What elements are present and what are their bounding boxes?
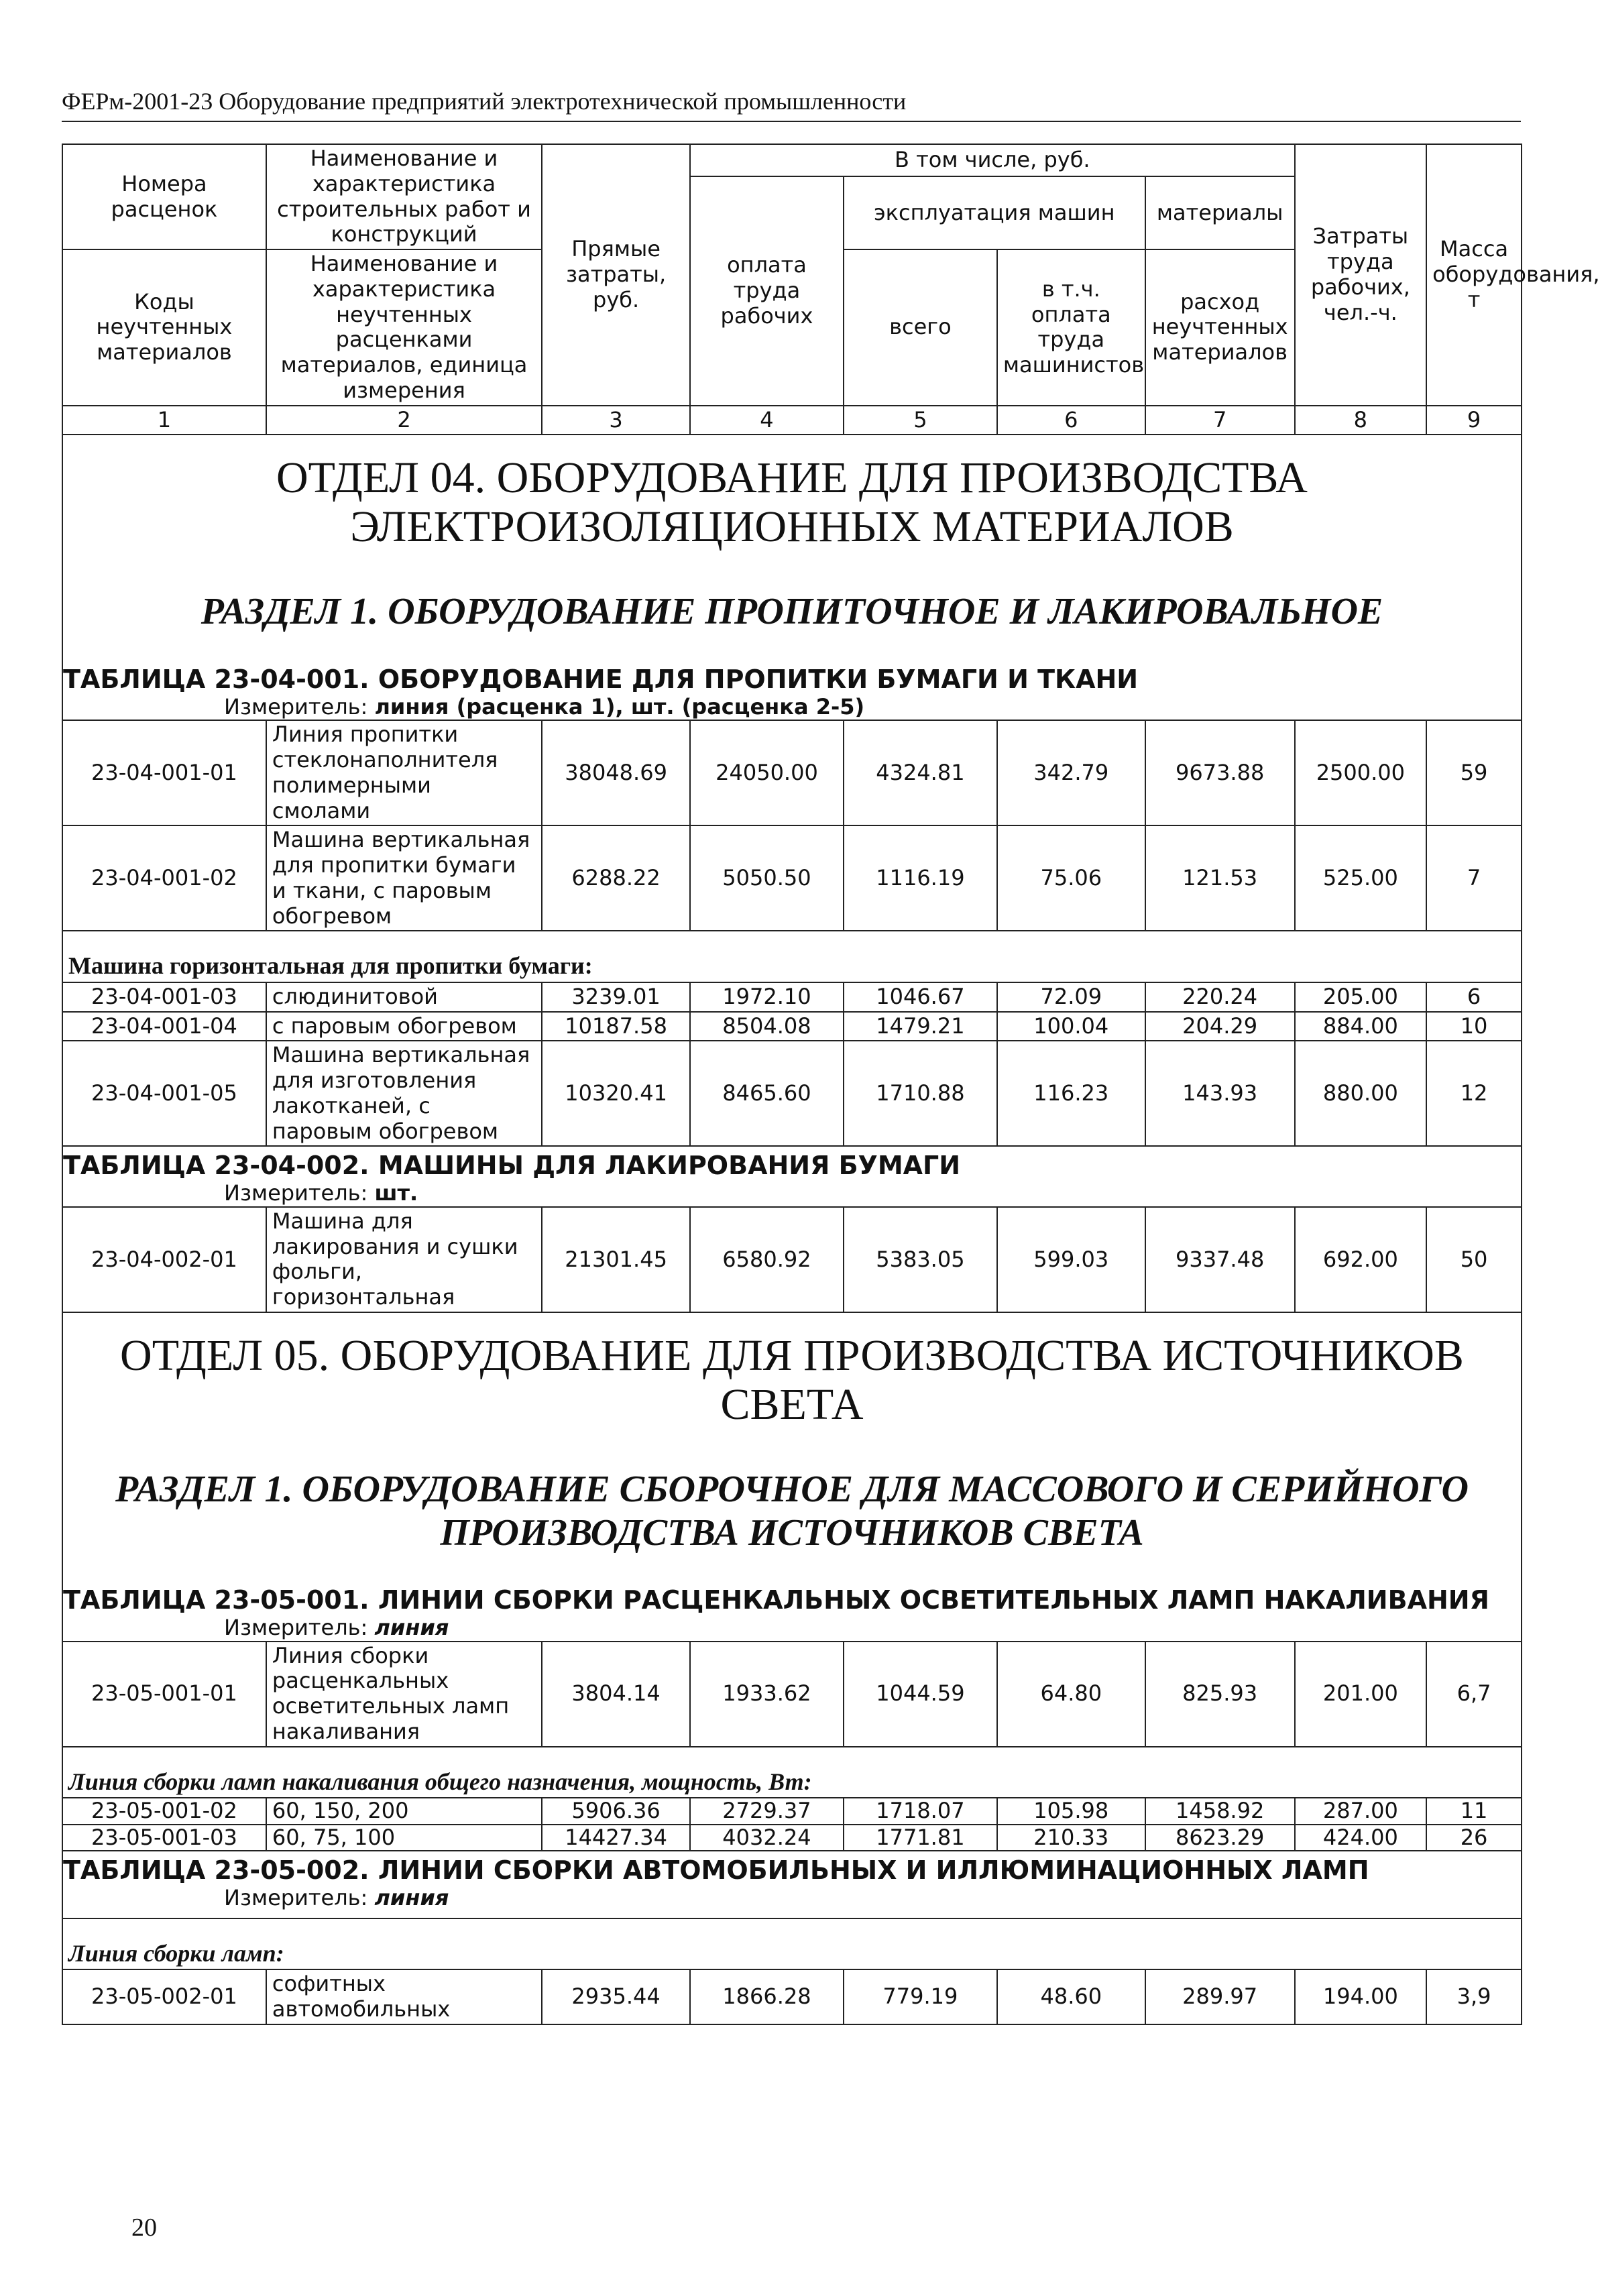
cell-mass: 7 [1426,825,1522,931]
table-row [62,1969,1522,2024]
table-23-05-002-title: ТАБЛИЦА 23-05-002. ЛИНИИ СБОРКИ АВТОМОБИЛЬНЫХ И ИЛЛЮМИНАЦИОННЫХ ЛАМП [63,1855,1369,1886]
cell-hours: 194.00 [1295,1969,1427,2024]
col-number: 9 [1426,406,1522,435]
cell-mach-labor: 64.80 [997,1642,1145,1747]
cell-hours: 2500.00 [1295,720,1427,825]
table-23-05-001-title: ТАБЛИЦА 23-05-001. ЛИНИИ СБОРКИ РАСЦЕНКАЛЬНЫХ ОСВЕТИТЕЛЬНЫХ ЛАМП НАКАЛИВАНИЯ [63,1585,1489,1615]
cell-mach: 5383.05 [844,1207,997,1312]
cell-mat: 121.53 [1145,825,1295,931]
page-number: 20 [131,2214,157,2242]
cell-mach: 4324.81 [844,720,997,825]
rate-name: Линия пропитки стеклонаполнителя полимерными смолами [266,720,542,825]
cell-mass: 10 [1426,1012,1522,1041]
cell-mach-labor: 48.60 [997,1969,1145,2024]
cell-labor: 1933.62 [690,1642,844,1747]
otdel-05-heading: ОТДЕЛ 05. ОБОРУДОВАНИЕ ДЛЯ ПРОИЗВОДСТВА ИСТОЧНИКОВ СВЕТА [120,1330,1464,1429]
rate-code: 23-05-001-02 [62,1798,266,1825]
table-row [62,1642,1522,1747]
cell-mat: 220.24 [1145,982,1295,1012]
table-23-04-002-meter: Измеритель: шт. [224,1180,418,1206]
cell-mach: 1116.19 [844,825,997,931]
cell-mass: 26 [1426,1825,1522,1851]
group-heading: Линия сборки ламп накаливания общего назначения, мощность, Вт: [62,1747,1522,1798]
col-number: 2 [266,406,542,435]
cell-labor: 2729.37 [690,1798,844,1825]
col5-header: всего [844,249,997,406]
col-number: 1 [62,406,266,435]
cell-mat: 204.29 [1145,1012,1295,1041]
cell-labor: 8465.60 [690,1041,844,1146]
rate-code: 23-04-001-01 [62,720,266,825]
cell-direct: 10320.41 [542,1041,690,1146]
table-row [62,1207,1522,1312]
cell-hours: 525.00 [1295,825,1427,931]
cell-hours: 884.00 [1295,1012,1427,1041]
col8-header: Затраты труда рабочих, чел.-ч. [1295,144,1427,406]
rate-code: 23-04-001-02 [62,825,266,931]
rate-code: 23-05-002-01 [62,1969,266,2024]
cell-mach-labor: 599.03 [997,1207,1145,1312]
cell-mach-labor: 116.23 [997,1041,1145,1146]
cell-mass: 3,9 [1426,1969,1522,2024]
rate-code: 23-05-001-01 [62,1642,266,1747]
cell-direct: 5906.36 [542,1798,690,1825]
rate-name: Машина вертикальная для пропитки бумаги и ткани, с паровым обогревом [266,825,542,931]
cell-mach-labor: 72.09 [997,982,1145,1012]
table-23-04-001-meter: Измеритель: линия (расценка 1), шт. (расценка 2-5) [224,693,865,720]
col9-header: Масса оборудования, т [1426,144,1522,406]
cell-mat: 825.93 [1145,1642,1295,1747]
col1-header-top: Номера расценок [62,144,266,249]
razdel-05-1-heading: РАЗДЕЛ 1. ОБОРУДОВАНИЕ СБОРОЧНОЕ ДЛЯ МАССОВОГО И СЕРИЙНОГО ПРОИЗВОДСТВА ИСТОЧНИКОВ СВЕТА [115,1469,1469,1554]
cell-mach: 1710.88 [844,1041,997,1146]
col-number: 8 [1295,406,1427,435]
cell-mach-labor: 210.33 [997,1825,1145,1851]
cell-mass: 6,7 [1426,1642,1522,1747]
table-row [62,982,1522,1012]
group-heading: Линия сборки ламп: [62,1918,1522,1969]
col2-header-top: Наименование и характеристика строительных работ и конструкций [266,144,542,249]
cell-mach: 1479.21 [844,1012,997,1041]
table-row [62,825,1522,931]
col2-header-bottom: Наименование и характеристика неучтенных расценками материалов, единица измерения [266,249,542,406]
cell-mach: 1771.81 [844,1825,997,1851]
rate-name: софитных автомобильных [266,1969,542,2024]
cell-mass: 50 [1426,1207,1522,1312]
col-number: 7 [1145,406,1295,435]
machines-header: эксплуатация машин [844,176,1145,249]
table-row [62,1825,1522,1851]
rate-name: Машина вертикальная для изготовления лакотканей, с паровым обогревом [266,1041,542,1146]
table-row [62,720,1522,825]
cell-mach: 1718.07 [844,1798,997,1825]
rate-name: 60, 150, 200 [266,1798,542,1825]
col-number: 6 [997,406,1145,435]
cell-mach-labor: 75.06 [997,825,1145,931]
materials-header: материалы [1145,176,1295,249]
col-number: 5 [844,406,997,435]
cell-direct: 21301.45 [542,1207,690,1312]
col4-header: оплата труда рабочих [690,176,844,406]
col-number: 3 [542,406,690,435]
cell-direct: 14427.34 [542,1825,690,1851]
cell-mat: 8623.29 [1145,1825,1295,1851]
cell-mat: 143.93 [1145,1041,1295,1146]
cell-mach-labor: 105.98 [997,1798,1145,1825]
rate-name: слюдинитовой [266,982,542,1012]
cell-mass: 11 [1426,1798,1522,1825]
cell-mat: 9673.88 [1145,720,1295,825]
cell-labor: 5050.50 [690,825,844,931]
cell-mach: 779.19 [844,1969,997,2024]
cell-mach: 1046.67 [844,982,997,1012]
rate-code: 23-04-001-03 [62,982,266,1012]
col7-header: расход неучтенных материалов [1145,249,1295,406]
cell-direct: 38048.69 [542,720,690,825]
col-number: 4 [690,406,844,435]
cell-direct: 2935.44 [542,1969,690,2024]
table-23-05-001-meter: Измеритель: линия [224,1614,449,1640]
cell-direct: 3804.14 [542,1642,690,1747]
rate-code: 23-04-002-01 [62,1207,266,1312]
rate-name: 60, 75, 100 [266,1825,542,1851]
cell-labor: 24050.00 [690,720,844,825]
table-23-04-001-title: ТАБЛИЦА 23-04-001. ОБОРУДОВАНИЕ ДЛЯ ПРОПИТКИ БУМАГИ И ТКАНИ [63,664,1139,694]
cell-mat: 289.97 [1145,1969,1295,2024]
cell-direct: 10187.58 [542,1012,690,1041]
cell-mach-labor: 342.79 [997,720,1145,825]
otdel-04-heading: ОТДЕЛ 04. ОБОРУДОВАНИЕ ДЛЯ ПРОИЗВОДСТВА ЭЛЕКТРОИЗОЛЯЦИОННЫХ МАТЕРИАЛОВ [276,453,1308,551]
table-23-05-002-meter: Измеритель: линия [224,1884,449,1910]
cell-labor: 8504.08 [690,1012,844,1041]
cell-labor: 1972.10 [690,982,844,1012]
table-row [62,1798,1522,1825]
cell-mat: 9337.48 [1145,1207,1295,1312]
group-heading: Машина горизонтальная для пропитки бумаги: [62,931,1522,982]
cell-mass: 12 [1426,1041,1522,1146]
rate-name: с паровым обогревом [266,1012,542,1041]
cell-mach: 1044.59 [844,1642,997,1747]
cell-direct: 6288.22 [542,825,690,931]
cell-hours: 287.00 [1295,1798,1427,1825]
price-breakdown-header: В том числе, руб. [690,144,1295,176]
col6-header: в т.ч. оплата труда машинистов [997,249,1145,406]
table-row [62,1012,1522,1041]
rate-code: 23-05-001-03 [62,1825,266,1851]
col1-header-bottom: Коды неучтенных материалов [62,249,266,406]
rate-name: Линия сборки расценкальных осветительных ламп накаливания [266,1642,542,1747]
cell-mat: 1458.92 [1145,1798,1295,1825]
rates-table [62,144,1600,2025]
rate-code: 23-04-001-05 [62,1041,266,1146]
cell-hours: 424.00 [1295,1825,1427,1851]
cell-hours: 205.00 [1295,982,1427,1012]
cell-labor: 6580.92 [690,1207,844,1312]
page-header: ФЕРм-2001-23 Оборудование предприятий электротехнической промышленности [62,87,1521,122]
cell-hours: 880.00 [1295,1041,1427,1146]
razdel-04-1-heading: РАЗДЕЛ 1. ОБОРУДОВАНИЕ ПРОПИТОЧНОЕ И ЛАКИРОВАЛЬНОЕ [201,591,1383,633]
cell-hours: 692.00 [1295,1207,1427,1312]
cell-mass: 6 [1426,982,1522,1012]
cell-direct: 3239.01 [542,982,690,1012]
cell-labor: 1866.28 [690,1969,844,2024]
table-23-04-002-title: ТАБЛИЦА 23-04-002. МАШИНЫ ДЛЯ ЛАКИРОВАНИЯ БУМАГИ [63,1151,961,1181]
cell-mach-labor: 100.04 [997,1012,1145,1041]
cell-mass: 59 [1426,720,1522,825]
rate-name: Машина для лакирования и сушки фольги, горизонтальная [266,1207,542,1312]
col3-header: Прямые затраты, руб. [542,144,690,406]
cell-labor: 4032.24 [690,1825,844,1851]
cell-hours: 201.00 [1295,1642,1427,1747]
table-row [62,1041,1522,1146]
rate-code: 23-04-001-04 [62,1012,266,1041]
